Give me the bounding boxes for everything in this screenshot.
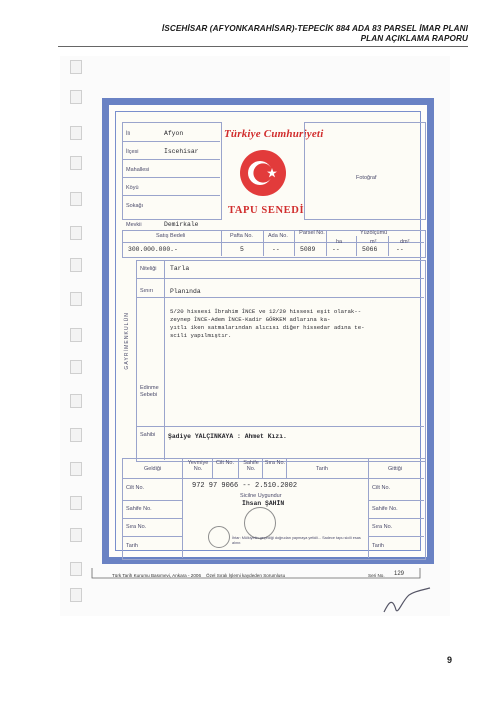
sahife-label: Sahife No. <box>243 460 259 472</box>
mevki-label: Mevkii <box>126 222 142 228</box>
gayrimenkul-vertical-label: GAYRİMENKULÜN <box>124 312 130 370</box>
photo-label: Fotoğraf <box>356 175 377 181</box>
geldigi-label: Geldiği <box>144 466 162 472</box>
parsel-value: 5089 <box>300 246 316 253</box>
koy-label: Köyü <box>126 185 139 191</box>
printer-credit: Türk Tarih Kurumu Basımevi, Ankara - 2006 <box>112 573 202 578</box>
legal-notice: İhtar: Mülkiyetin geçirdiği doğrudan yapmaya yetkili... Sadece tapu sicili esas alınır. <box>232 536 361 545</box>
yuzolcum-label: Yüzölçümü <box>360 230 388 236</box>
record-entry: 972 97 9066 -- 2.510.2002 <box>192 482 298 490</box>
serial-label: Seri No. <box>368 573 385 578</box>
gittigi-label: Gittiği <box>388 466 403 472</box>
deed-inner-frame <box>115 111 421 551</box>
dm2-value: -- <box>396 246 404 253</box>
signature-icon <box>378 584 434 618</box>
m2-value: 5066 <box>362 246 378 253</box>
ha-value: -- <box>332 246 340 253</box>
tarih-label: Tarih <box>316 466 328 472</box>
il-label: İli <box>126 131 130 137</box>
sahibi-label: Sahibi <box>140 432 156 438</box>
sicil-label: Sicilne Uygundur <box>240 493 282 499</box>
mahalle-label: Mahallesi <box>126 167 150 173</box>
report-subtitle: PLAN AÇIKLAMA RAPORU <box>360 34 468 43</box>
official-seal-icon <box>244 507 276 539</box>
ha-label: ha <box>336 239 343 245</box>
registry-credit: Özel Sıralı İşlemi kaydeden Sorumlusu <box>206 573 286 578</box>
cilt-no-left: Cilt No. <box>126 485 145 491</box>
sahife-no-right: Sahife No. <box>372 506 398 512</box>
cilt-no-right: Cilt No. <box>372 485 391 491</box>
round-stamp-icon <box>208 526 230 548</box>
serial-value: 129 <box>394 571 405 577</box>
header-rule <box>58 46 468 47</box>
dm2-label: dm² <box>400 239 410 245</box>
pafta-label: Pafta No. <box>230 233 253 239</box>
tarih-right: Tarih <box>372 543 384 549</box>
parsel-label: Parsel No. <box>299 230 325 236</box>
sinirlari-label: Sınırı <box>140 288 154 294</box>
niteligi-value: Tarla <box>170 265 190 272</box>
sira-label: Sıra No. <box>264 460 286 466</box>
il-value: Afyon <box>164 130 184 137</box>
ada-label: Ada No. <box>268 233 288 239</box>
page-number: 9 <box>446 655 452 665</box>
mevki-value: Demirkale <box>164 221 199 228</box>
sinirlari-value: Planında <box>170 288 201 295</box>
sira-no-right: Sıra No. <box>372 524 393 530</box>
emblem-icon <box>238 148 288 198</box>
edinme-label: Edinme Sebebi <box>140 385 159 398</box>
ilce-value: İscehisar <box>164 148 199 155</box>
officer-name: İhsan ŞAHİN <box>242 500 285 507</box>
yevmiye-label: Yevmiye No. <box>187 460 209 472</box>
sahife-no-left: Sahife No. <box>126 506 152 512</box>
ada-value: -- <box>272 246 280 253</box>
m2-label: m² <box>370 239 377 245</box>
title-deed <box>102 98 434 564</box>
pafta-value: 5 <box>240 246 244 253</box>
republic-title: Türkiye Cumhuriyeti <box>224 128 324 140</box>
tarih-left: Tarih <box>126 543 138 549</box>
satis-value: 300.000.000.- <box>128 246 178 253</box>
deed-title: TAPU SENEDİ <box>228 205 305 216</box>
sokak-label: Sokağı <box>126 203 144 209</box>
photo-box <box>304 122 426 220</box>
ilce-label: İlçesi <box>126 149 139 155</box>
report-title: İSCEHİSAR (AFYONKARAHİSAR)-TEPECİK 884 ADA 83 PARSEL İMAR PLANI <box>161 24 468 33</box>
acquisition-note: 5/20 hissesi İbrahim İNCE ve 12/20 hissesi eşit olarak-- zeynep İNCE-Adem İNCE-Kadir GÖRKEM adlarına ka- yıtlı iken satmalarından alıcısı diğer hissedar adına te- scili yapılmıştır. <box>170 308 365 339</box>
owner-value: Şadiye YALÇINKAYA : Ahmet Kızı. <box>168 433 287 440</box>
cilt-label: Cilt No. <box>215 460 235 466</box>
niteligi-label: Niteliği <box>140 266 157 272</box>
binder-holes <box>70 60 82 600</box>
bottom-frame-lines <box>90 566 450 582</box>
satis-label: Satış Bedeli <box>156 233 186 239</box>
sira-no-left: Sıra No. <box>126 524 147 530</box>
